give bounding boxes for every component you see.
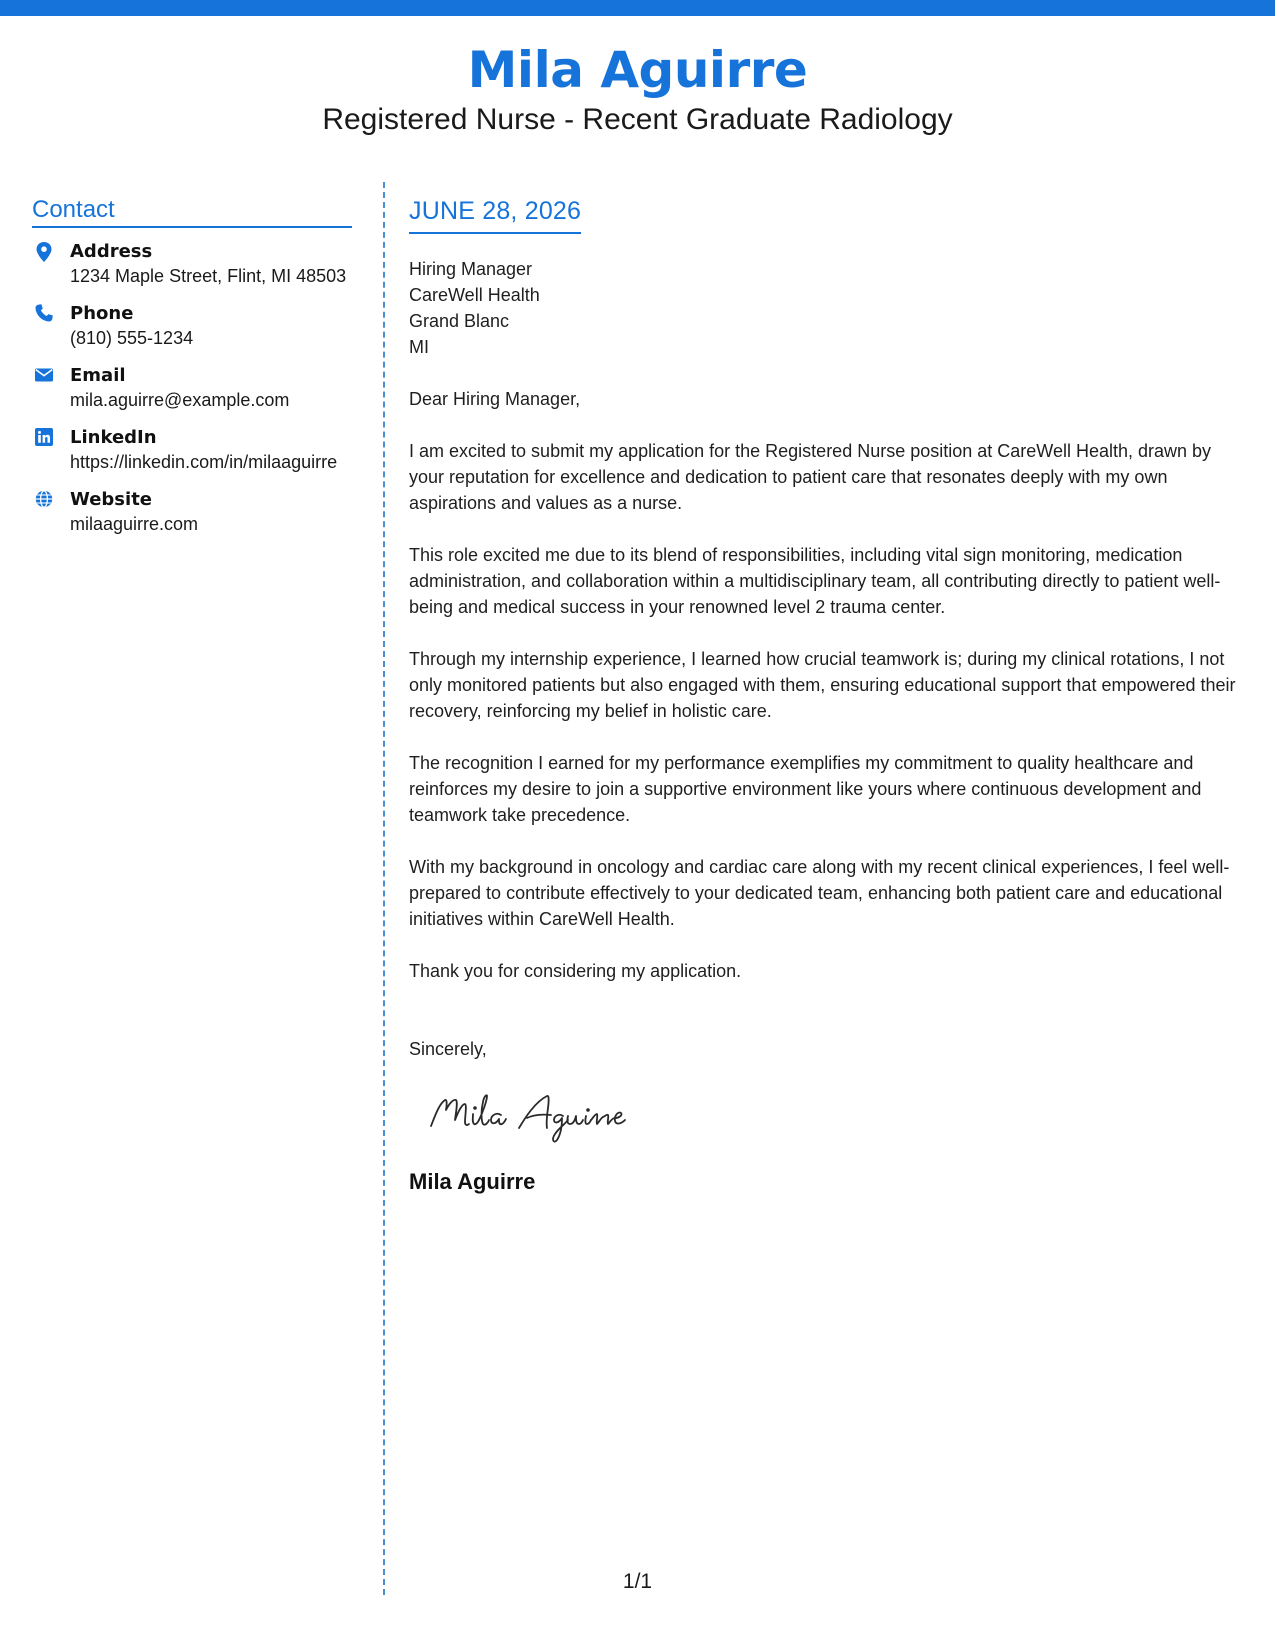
contact-value: mila.aguirre@example.com — [70, 390, 290, 410]
column-divider — [383, 182, 385, 1595]
contact-value: (810) 555-1234 — [70, 328, 194, 348]
letter-header — [0, 40, 1275, 138]
page-number: 1/1 — [622, 1570, 653, 1593]
contact-list — [32, 240, 352, 536]
contact-item-phone — [32, 302, 352, 350]
email-icon — [35, 366, 53, 384]
contact-item-address — [32, 240, 352, 288]
linkedin-icon — [35, 428, 53, 446]
contact-item-email — [32, 364, 352, 412]
contact-item-linkedin — [32, 426, 352, 474]
recipient-name: Hiring Manager — [409, 259, 533, 279]
phone-icon — [35, 304, 53, 322]
letter-date: JUNE 28, 2026 — [409, 196, 581, 234]
salutation: Dear Hiring Manager, — [409, 389, 581, 409]
contact-label: LinkedIn — [70, 427, 157, 448]
letter-body — [409, 196, 1251, 1196]
contact-heading: Contact — [32, 196, 352, 228]
recipient-company: CareWell Health — [409, 285, 540, 305]
top-accent-bar — [0, 0, 1275, 16]
handwritten-signature — [427, 1082, 1251, 1146]
contact-label: Phone — [70, 303, 134, 324]
recipient-city: Grand Blanc — [409, 311, 510, 331]
signer-name: Mila Aguirre — [409, 1169, 536, 1194]
contact-label: Address — [70, 241, 153, 262]
contact-value: 1234 Maple Street, Flint, MI 48503 — [70, 266, 347, 286]
applicant-title: Registered Nurse - Recent Graduate Radiology — [322, 103, 953, 136]
globe-icon — [35, 490, 53, 508]
contact-value: https://linkedin.com/in/milaaguirre — [70, 452, 338, 472]
recipient-block — [409, 256, 1251, 360]
body-paragraph: Through my internship experience, I learned how crucial teamwork is; during my clinical rotations, I not only monitored patients but also engaged with them, ensuring educational support that empowered their recovery, reinforcing my belief in holistic care. — [409, 649, 1236, 721]
body-paragraph: Thank you for considering my application. — [409, 961, 742, 981]
recipient-state: MI — [409, 337, 429, 357]
applicant-name: Mila Aguirre — [467, 41, 808, 99]
contact-label: Website — [70, 489, 153, 510]
body-paragraph: The recognition I earned for my performance exemplifies my commitment to quality healthcare and reinforces my desire to join a supportive environment like yours where continuous development and teamwork take precedence. — [409, 753, 1202, 825]
body-paragraph: With my background in oncology and cardiac care along with my recent clinical experiences, I feel well-prepared to contribute effectively to your dedicated team, enhancing both patient care and educational initiatives within CareWell Health. — [409, 857, 1230, 929]
body-paragraph: I am excited to submit my application for the Registered Nurse position at CareWell Health, drawn by your reputation for excellence and dedication to patient care that resonates deeply with my own aspirations and values as a nurse. — [409, 441, 1212, 513]
contact-sidebar — [32, 196, 352, 550]
contact-item-website — [32, 488, 352, 536]
body-paragraph: This role excited me due to its blend of responsibilities, including vital sign monitoring, medication administration, and collaboration within a multidisciplinary team, all contributing directly to patient well-being and medical success in your renowned level 2 trauma center. — [409, 545, 1221, 617]
closing: Sincerely, — [409, 1039, 487, 1059]
contact-label: Email — [70, 365, 126, 386]
map-pin-icon — [35, 242, 53, 260]
contact-value: milaaguirre.com — [70, 514, 199, 534]
